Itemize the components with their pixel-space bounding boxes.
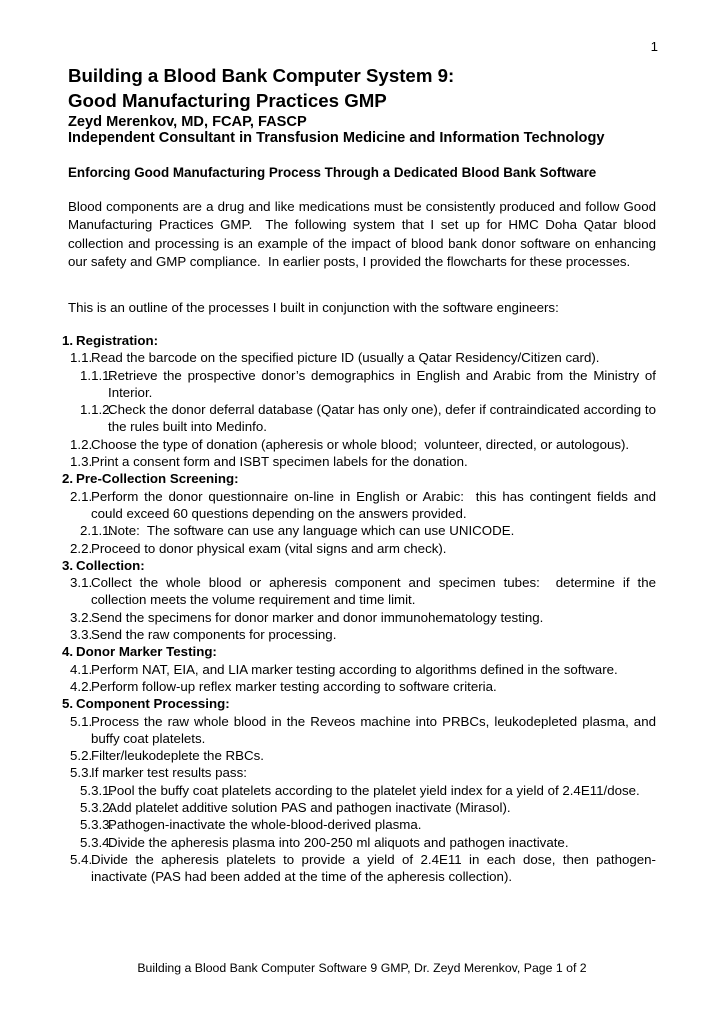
outline-item-text: Donor Marker Testing: xyxy=(76,644,217,660)
outline-item-text: Check the donor deferral database (Qatar has only one), defer if contraindicated according to the rules built into Medinfo. xyxy=(108,402,656,435)
outline-item-text: Process the raw whole blood in the Reveos machine into PRBCs, leukodepleted plasma, and buffy coat platelets. xyxy=(91,713,656,746)
section-heading: Enforcing Good Manufacturing Process Through a Dedicated Blood Bank Software xyxy=(68,165,597,180)
outline-item-text: Perform NAT, EIA, and LIA marker testing according to algorithms defined in the software. xyxy=(91,661,618,677)
outline-item xyxy=(0,799,656,816)
outline-item-number: 5.3.2. xyxy=(80,800,114,816)
outline-item xyxy=(0,522,656,539)
outline-item-number: 2. xyxy=(62,471,74,487)
outline-item-text: Send the raw components for processing. xyxy=(91,627,337,643)
outline-item-number: 1.2. xyxy=(70,436,93,452)
outline-item-text: Collection: xyxy=(76,557,145,573)
outline-item-number: 3.2. xyxy=(70,609,93,625)
outline-item xyxy=(0,782,656,799)
outline-item-number: 1.3. xyxy=(70,454,93,470)
outline-item xyxy=(0,747,656,764)
outline-item-number: 3.3. xyxy=(70,627,93,643)
outline-item-text: Collect the whole blood or apheresis component and specimen tubes: determine if the collection meets the volume requirement and time limit. xyxy=(91,575,656,608)
outline-item-text: Perform the donor questionnaire on-line in English or Arabic: this has contingent fields and could exceed 60 questions depending on the answers provided. xyxy=(91,488,656,521)
title-line-2: Good Manufacturing Practices GMP xyxy=(68,89,387,111)
document-title xyxy=(68,64,684,113)
author-role: Independent Consultant in Transfusion Medicine and Information Technology xyxy=(68,129,605,146)
outline-item-text: Pool the buffy coat platelets according to the platelet yield index for a yield of 2.4E11/dose. xyxy=(108,782,640,798)
outline-item-number: 3. xyxy=(62,557,74,573)
outline-item xyxy=(0,609,656,626)
outline-item-number: 5.4. xyxy=(70,851,93,867)
title-line-1: Building a Blood Bank Computer System 9: xyxy=(68,65,455,86)
outline-item-text: Retrieve the prospective donor’s demographics in English and Arabic from the Ministry of Interior. xyxy=(108,367,656,400)
outline-item xyxy=(0,488,656,523)
outline-item xyxy=(0,764,656,781)
outline-item xyxy=(0,574,656,609)
outline-item xyxy=(0,661,656,678)
outline-item-text: Proceed to donor physical exam (vital signs and arm check). xyxy=(91,540,447,556)
outline-item xyxy=(0,367,656,402)
author-name: Zeyd Merenkov, MD, FCAP, FASCP xyxy=(68,114,307,130)
outline-item-text: Perform follow-up reflex marker testing according to software criteria. xyxy=(91,678,497,694)
outline-item-number: 4.1. xyxy=(70,661,93,677)
outline-item xyxy=(0,332,656,349)
outline-item-text: Read the barcode on the specified picture ID (usually a Qatar Residency/Citizen card). xyxy=(91,350,600,366)
outline-item-number: 2.2. xyxy=(70,540,93,556)
outline-item xyxy=(0,678,656,695)
outline-item xyxy=(0,540,656,557)
process-outline xyxy=(0,332,656,886)
outline-item-number: 1.1. xyxy=(70,350,93,366)
outline-item xyxy=(0,851,656,886)
outline-item-number: 5. xyxy=(62,696,74,712)
outline-item xyxy=(0,816,656,833)
outline-item-number: 5.3.3. xyxy=(80,817,114,833)
outline-item-number: 4.2. xyxy=(70,678,93,694)
author-block xyxy=(68,115,684,146)
outline-item-number: 2.1.1. xyxy=(80,523,114,539)
outline-item-number: 4. xyxy=(62,644,74,660)
outline-item-text: Add platelet additive solution PAS and pathogen inactivate (Mirasol). xyxy=(108,800,511,816)
footer-text: Building a Blood Bank Computer Software 9 GMP, Dr. Zeyd Merenkov, Page 1 of 2 xyxy=(137,961,587,975)
outline-item xyxy=(0,470,656,487)
outline-item-number: 2.1. xyxy=(70,488,93,504)
outline-item-number: 3.1. xyxy=(70,575,93,591)
outline-item-text: Note: The software can use any language which can use UNICODE. xyxy=(108,523,515,539)
outline-item-number: 5.3.1. xyxy=(80,782,114,798)
intro-paragraph: Blood components are a drug and like medications must be consistently produced and follow Good Manufacturing Practices GMP. The following system that I set up for HMC Doha Qatar blood collection and processing is an example of the impact of blood bank donor software on enhancing our safety and GMP compliance. In earlier posts, I provided the flowcharts for these processes. xyxy=(68,199,656,270)
outline-item-text: Component Processing: xyxy=(76,696,230,712)
outline-item-number: 5.3. xyxy=(70,765,93,781)
outline-item-text: Registration: xyxy=(76,333,159,348)
outline-item-text: Divide the apheresis platelets to provide a yield of 2.4E11 in each dose, then pathogen-inactivate (PAS had been added at the time of the apheresis collection). xyxy=(91,851,656,885)
outline-item-text: If marker test results pass: xyxy=(91,765,247,781)
outline-item xyxy=(0,626,656,643)
outline-item-text: Print a consent form and ISBT specimen labels for the donation. xyxy=(91,454,468,470)
outline-item xyxy=(0,643,656,660)
outline-item-number: 1.1.1. xyxy=(80,367,114,383)
outline-item-number: 5.2. xyxy=(70,748,93,764)
outline-item xyxy=(0,436,656,453)
outline-item-text: Filter/leukodeplete the RBCs. xyxy=(91,748,264,764)
outline-item xyxy=(0,713,656,748)
outline-item-text: Divide the apheresis plasma into 200-250 ml aliquots and pathogen inactivate. xyxy=(108,834,569,850)
outline-item xyxy=(0,349,656,366)
outline-item-text: Pathogen-inactivate the whole-blood-derived plasma. xyxy=(108,817,422,833)
outline-item-number: 5.3.4. xyxy=(80,834,114,850)
outline-item-text: Pre-Collection Screening: xyxy=(76,471,239,487)
outline-intro: This is an outline of the processes I built in conjunction with the software engineers: xyxy=(68,300,559,315)
outline-item xyxy=(0,834,656,851)
outline-item xyxy=(0,453,656,470)
outline-item-text: Choose the type of donation (apheresis or whole blood; volunteer, directed, or autologous). xyxy=(91,436,630,452)
outline-item-text: Send the specimens for donor marker and donor immunohematology testing. xyxy=(91,609,544,625)
outline-item xyxy=(0,401,656,436)
page-number: 1 xyxy=(650,39,658,54)
outline-item xyxy=(0,695,656,712)
outline-item-number: 1.1.2. xyxy=(80,402,114,418)
outline-item-number: 5.1. xyxy=(70,713,93,729)
outline-item-number: 1. xyxy=(62,333,74,348)
outline-item xyxy=(0,557,656,574)
